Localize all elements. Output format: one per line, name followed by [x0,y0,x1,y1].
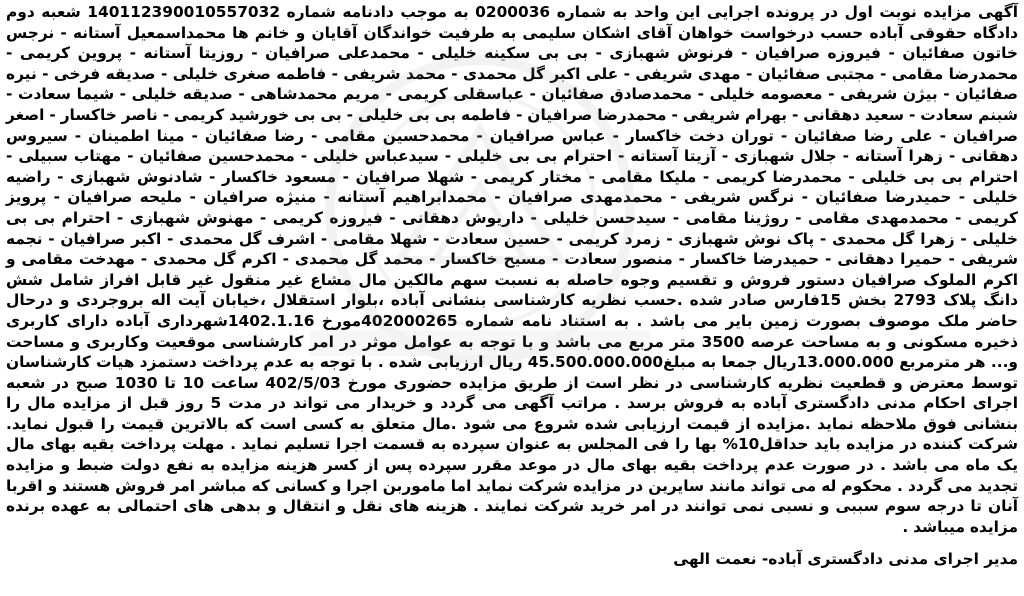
signature-line: مدیر اجرای مدنی دادگستری آباده- نعمت الهی [673,550,1018,569]
notice-body: آگهی مزایده نوبت اول در پرونده اجرایی این واحد به شماره 0200036 به موجب دادنامه شماره 140112390010557032 شعبه دوم دادگاه حقوقی آباده حسب درخواست خواهان آقای اشکان سلیمی به طرفیت خواندگان آقایان و خانم ها محمداسمعیل آستانه - نرجس خاتون صفائیان - فیروزه صرافیان - فرنوش شهبازی - بی بی سکینه خلیلی - محمدعلی صرافیان - روزیتا آستانه - پروین کریمی - محمدرضا مقامی - مجتبی صفائیان - مهدی شریفی - علی اکبر گل محمدی - محمد شریفی - فاطمه صغری خلیلی - صدیقه فرخی - نیره صفائیان - بیژن شریفی - معصومه خلیلی - محمدصادق صفائیان - عباسقلی کریمی - مریم محمدشاهی - صدیقه خلیلی - شیما سعادت - شبنم سعادت - سعید دهقانی - بهرام شریفی - محمدرضا صرافیان - فاطمه بی بی خلیلی - بی بی خورشید کریمی - ناصر خاکسار - اصغر صرافیان - علی رضا صفائیان - توران دخت خاکسار - عباس صرافیان - محمدحسین مقامی - رضا صفائیان - مینا اطمینان - سیروس دهقانی - زهرا آستانه - جلال شهبازی - آزیتا آستانه - احترام بی بی خلیلی - سیدعباس خلیلی - محمدحسین صفائیان - مهتاب سبیلی - احترام بی بی خلیلی - محمدرضا کریمی - ملیکا مقامی - مختار کریمی - شهلا صرافیان - مسعود خاکسار - شادنوش شهبازی - راضیه خلیلی - حمیدرضا صفائیان - نرگس شریفی - محمدمهدی صرافیان - محمدابراهیم آستانه - منیژه صرافیان - ملیحه صرافیان - پرویز کریمی - محمدمهدی مقامی - روژینا مقامی - سیدحسن خلیلی - داریوش دهقانی - فیروزه کریمی - مهنوش شهبازی - احترام بی بی خلیلی - زهرا گل محمدی - پاک نوش شهبازی - زمرد کریمی - حسین سعادت - شهلا مقامی - اشرف گل محمدی - اکبر صرافیان - نجمه شریفی - حمیرا دهقانی - حمیدرضا خاکسار - منصور سعادت - مسیح خاکسار - محمد گل محمدی - اکرم گل محمدی - مهدخت مقامی و اکرم الملوک صرافیان دستور فروش و تقسیم وجوه حاصله به نسبت سهم مالکین مال مشاع غیر منقول غیر قابل افراز شامل شش دانگ پلاک 2793 بخش 15فارس صادر شده .حسب نظریه کارشناسی بنشانی آباده ،بلوار استقلال ،خیابان آیت اله بروجردی و درحال حاضر ملک موصوف بصورت زمین بایر می باشد . به استناد نامه شماره 402000265مورخ 1402.1.16شهرداری آباده دارای کاربری ذخیره مسکونی و به مساحت عرصه 3500 متر مربع می باشد و با توجه به عوامل موثر در امر کارشناسی موقعیت وکاربری و مساحت و... هر مترمربع 13.000.000ریال جمعا به مبلغ45.500.000.000 ریال ارزیابی شده . با توجه به عدم پرداخت دستمزد هیات کارشناسان توسط معترض و قطعیت نظریه کارشناسی در نظر است از طریق مزایده حضوری مورخ 402/5/03 ساعت 10 تا 1030 صبح در شعبه اجرای احکام مدنی دادگستری آباده به فروش برسد . مراتب آگهی می گردد و خریدار می تواند در مدت 5 روز قبل از مزایده مال را بنشانی فوق ملاحظه نماید .مزایده از قیمت ارزیابی شده شروع می شود .مال متعلق به کسی است که بالاترین قیمت را قبول نماید. شرکت کننده در مزایده باید حداقل10% بها را فی المجلس به عنوان سپرده به قسمت اجرا تسلیم نماید . مهلت پرداخت بقیه بهای مال یک ماه می باشد . در صورت عدم پرداخت بقیه بهای مال در موعد مقرر سپرده پس از کسر هزینه مزایده به نفع دولت ضبط و مزایده تجدید می گردد . محکوم له می تواند مانند سایرین در مزایده شرکت نماید اما ماموربن اجرا و کسانی که مباشر امر فروش هستند و اقربا آنان تا درجه سوم سببی و نسبی نمی توانند در امر خرید شرکت نمایند . هزینه های نقل و انتقال و بدهی های احتمالی به عهده برنده مزایده میباشد . [6,3,1019,536]
